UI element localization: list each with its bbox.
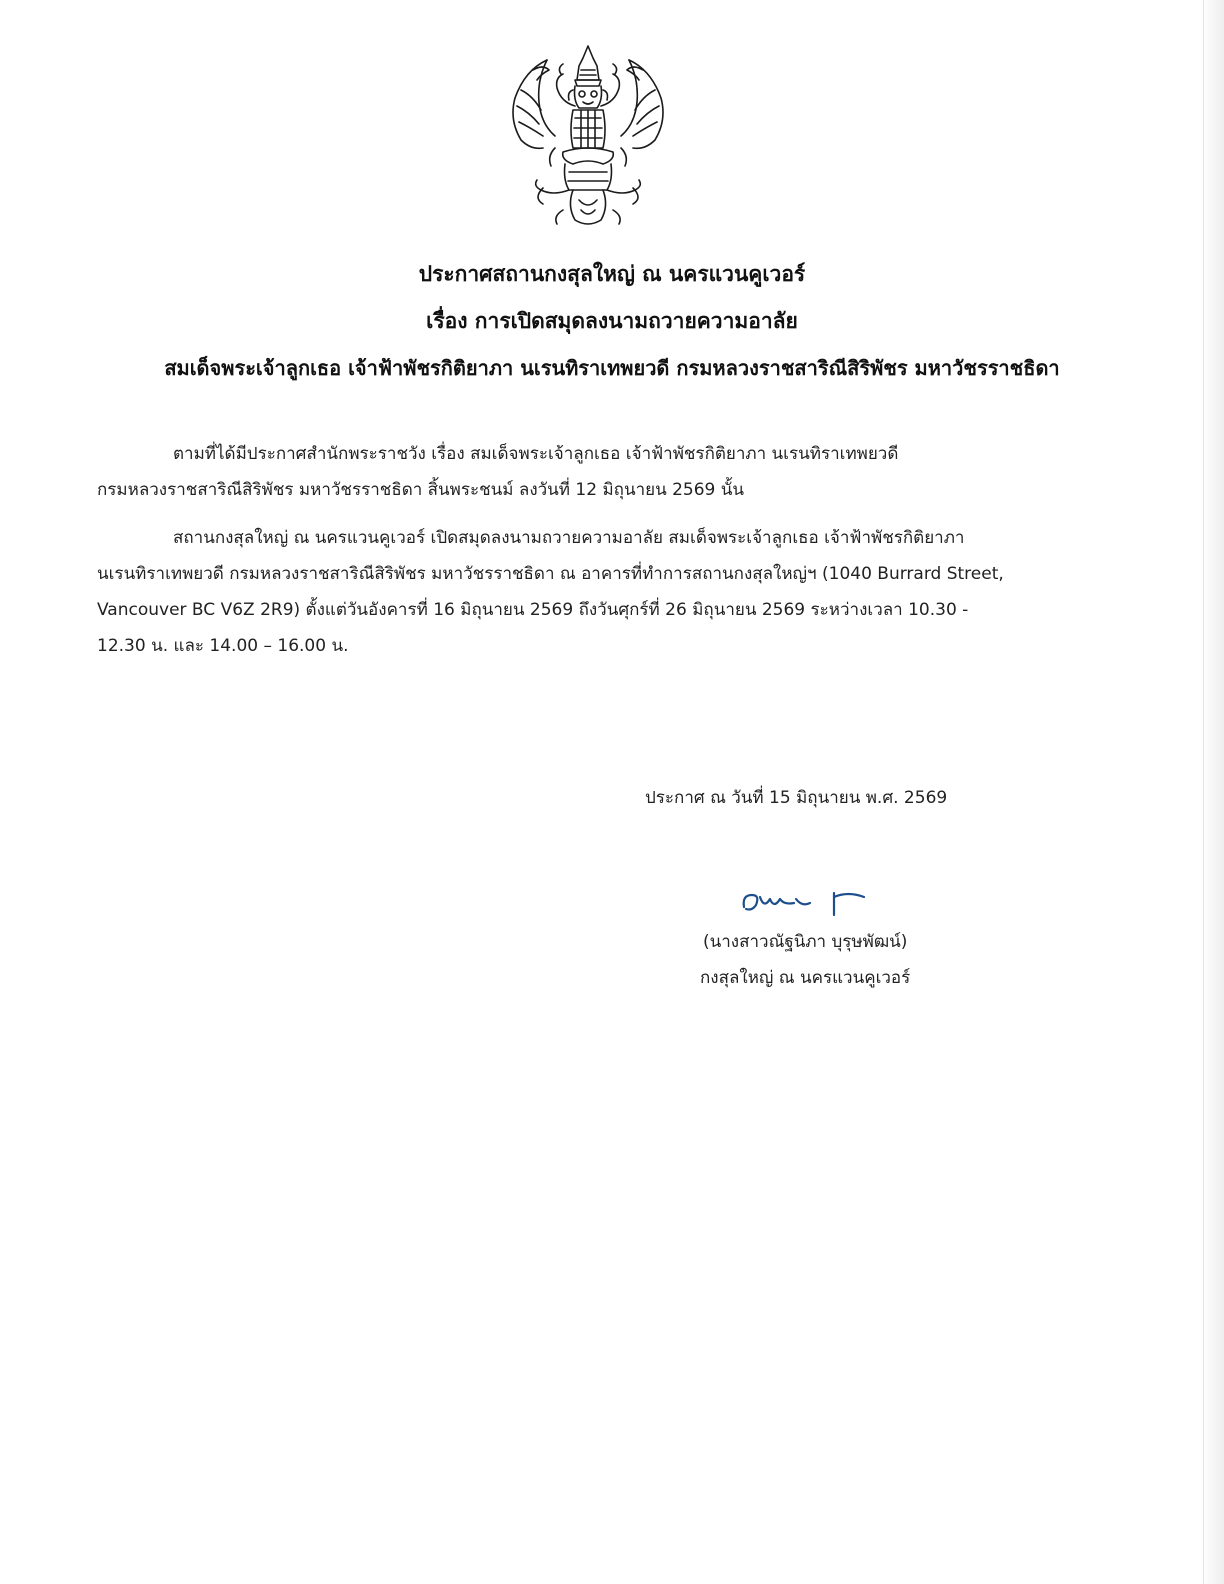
signer-title: กงสุลใหญ่ ณ นครแวนคูเวอร์ <box>700 968 911 988</box>
announcement-subject: เรื่อง การเปิดสมุดลงนามถวายความอาลัย <box>426 309 798 333</box>
paragraph2-line2: นเรนทิราเทพยวดี กรมหลวงราชสาริณีสิริพัชร มหาวัชรราชธิดา ณ อาคารที่ทำการสถานกงสุลใหญ่ฯ (1040 Burrard Street, <box>97 564 1004 584</box>
paragraph2-line3: Vancouver BC V6Z 2R9) ตั้งแต่วันอังคารที่ 16 มิถุนายน 2569 ถึงวันศุกร์ที่ 26 มิถุนายน 2569 ระหว่างเวลา 10.30 - <box>97 600 969 620</box>
garuda-emblem-icon <box>503 40 673 230</box>
paragraph2-line4: 12.30 น. และ 14.00 – 16.00 น. <box>97 636 349 656</box>
paragraph1-line2: กรมหลวงราชสาริณีสิริพัชร มหาวัชรราชธิดา สิ้นพระชนม์ ลงวันที่ 12 มิถุนายน 2569 นั้น <box>97 480 745 500</box>
paragraph1-line1: ตามที่ได้มีประกาศสำนักพระราชวัง เรื่อง สมเด็จพระเจ้าลูกเธอ เจ้าฟ้าพัชรกิติยาภา นเรนทิราเทพยวดี <box>173 444 899 464</box>
announcement-date: ประกาศ ณ วันที่ 15 มิถุนายน พ.ศ. 2569 <box>645 788 948 808</box>
paragraph2-line1: สถานกงสุลใหญ่ ณ นครแวนคูเวอร์ เปิดสมุดลงนามถวายความอาลัย สมเด็จพระเจ้าลูกเธอ เจ้าฟ้าพัชรกิติยาภา <box>173 528 965 548</box>
signer-name: (นางสาวณัฐนิภา บุรุษพัฒน์) <box>703 932 908 952</box>
page-edge-shadow <box>1202 0 1224 1584</box>
announcement-title: ประกาศสถานกงสุลใหญ่ ณ นครแวนคูเวอร์ <box>418 262 806 286</box>
handwritten-signature <box>738 885 878 921</box>
announcement-royal-name: สมเด็จพระเจ้าลูกเธอ เจ้าฟ้าพัชรกิติยาภา นเรนทิราเทพยวดี กรมหลวงราชสาริณีสิริพัชร มหาวัชรราชธิดา <box>164 356 1060 380</box>
page-edge-line <box>1203 0 1204 1584</box>
